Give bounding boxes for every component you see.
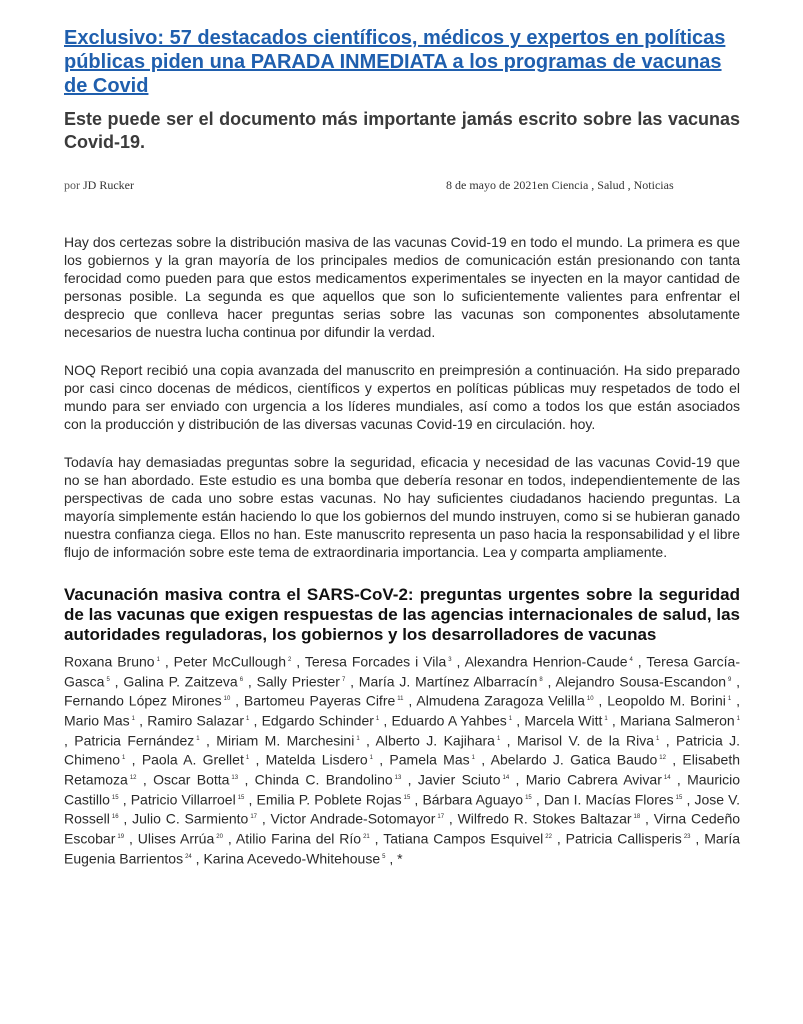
author-affiliation-number: 5 (106, 676, 110, 683)
author-name: Leopoldo M. Borini (607, 692, 726, 709)
author-name: Eduardo A Yahbes (391, 712, 507, 729)
author-affiliation-number: 16 (111, 814, 119, 821)
author-affiliation-number: 15 (111, 794, 119, 801)
paragraph-3: Todavía hay demasiadas preguntas sobre la seguridad, eficacia y necesidad de las vacunas Covid-19 que no se han abordado. Este estudio es una bomba que debería resonar en todos, independientemente de las perspectivas de cada uno sobre estas vacunas. No hay suficientes ciudadanos haciendo preguntas. La mayoría simplemente están haciendo lo que los gobiernos del mundo instruyen, como si se hubieran ganado nuestra confianza ciega. Ellos no han. Este manuscrito representa un paso hacia la responsabilidad y el libre flujo de información sobre este tema de extraordinaria importancia. Lea y comparta ampliamente. (64, 454, 740, 560)
author-affiliation-number: 12 (129, 774, 137, 781)
author-list: Roxana Bruno $^1$ , Peter McCullough $^2$ , Teresa Forcades i Vila $^3$ , Alexandra Henrion-Caude $^4$ , Teresa García-Gasca $^5$ , Galina P. Zaitzeva $^6$ , Sally Priester $^7$ , María J. Martínez Albarracín $^8$ , Alejandro Sousa-Escandon $^9$ , Fernando López Mirones $^{10}$ , Bartomeu Payeras Cifre $^{11}$ , Almudena Zaragoza Velilla $^{10}$ , Leopoldo M. Borini $^1$ , Mario Mas $^1$ , Ramiro Salazar $^1$ , Edgardo Schinder $^1$ , Eduardo A Yahbes $^1$ , Marcela Witt $^1$ , Mariana Salmeron $^1$ , Patricia Fernández $^1$ , Miriam M. Marchesini $^1$ , Alberto J. Kajihara $^1$ , Marisol V. de la Riva $^1$ , Patricia J. Chimeno $^1$ , Paola A. Grellet $^1$ , Matelda Lisdero $^1$ , Pamela Mas $^1$ , Abelardo J. Gatica Baudo $^{12}$ , Elisabeth Retamoza $^{12}$ , Oscar Botta $^{13}$ , Chinda C. Brandolino $^{13}$ , Javier Sciuto $^{14}$ , Mario Cabrera Avivar $^{14}$ , Mauricio Castillo $^{15}$ , Patricio Villarroel $^{15}$ , Emilia P. Poblete Rojas $^{15}$ , Bárbara Aguayo $^{15}$ , Dan I. Macías Flores $^{15}$ , Jose V. Rossell $^{16}$ , Julio C. Sarmiento $^{17}$ , Victor Andrade-Sotomayor $^{17}$ , Wilfredo R. Stokes Baltazar $^{18}$ , Virna Cedeño Escobar $^{19}$ , Ulises Arrúa $^{20}$ , Atilio Farina del Río $^{21}$ , Tatiana Campos Esquivel $^{22}$ , Patricia Callisperis $^{23}$ , María Eugenia Barrientos $^{24}$ , Karina Acevedo-Whitehouse $^5$ , * (64, 653, 741, 867)
byline-in-label: en (537, 178, 549, 192)
author-affiliation-number: 1 (369, 755, 373, 762)
author-name: Galina P. Zaitzeva (123, 673, 238, 690)
author-name: Julio C. Sarmiento (132, 810, 249, 827)
author-affiliation-number: 1 (656, 735, 660, 742)
author-affiliation-number: 10 (586, 696, 594, 703)
author-affiliation-number: 17 (250, 814, 258, 821)
author-name: Paola A. Grellet (141, 751, 244, 768)
author-name: Patricia J. Chimeno (64, 732, 741, 768)
author-list-asterisk: * (397, 850, 403, 867)
author-name: Oscar Botta (153, 771, 230, 788)
author-affiliation-number: 1 (508, 715, 513, 722)
author-affiliation-number: 1 (375, 715, 380, 722)
author-affiliation-number: 15 (237, 794, 245, 801)
author-name: Tatiana Campos Esquivel (383, 830, 544, 847)
author-name: María J. Martínez Albarracín (358, 673, 538, 690)
author-name: Virna Cedeño Escobar (64, 810, 741, 847)
author-name: Miriam M. Marchesini (216, 732, 355, 749)
author-name: Jose V. Rossell (64, 791, 741, 827)
article (64, 26, 740, 867)
author-affiliation-number: 3 (448, 657, 452, 663)
author-name: Wilfredo R. Stokes Baltazar (457, 810, 632, 827)
manuscript-title: Vacunación masiva contra el SARS-CoV-2: preguntas urgentes sobre la seguridad de las vacunas que exigen respuestas de las agencias internacionales de salud, las autoridades reguladoras, los gobiernos y los desarrolladores de vacunas (64, 585, 740, 644)
byline-author-block (64, 178, 446, 193)
author-affiliation-number: 24 (185, 853, 192, 860)
author-name: Javier Sciuto (417, 771, 501, 788)
author-name: Chinda C. Brandolino (254, 771, 393, 788)
author-affiliation-number: 1 (196, 735, 200, 742)
author-affiliation-number: 1 (245, 715, 250, 722)
author-name: Edgardo Schinder (261, 712, 374, 729)
author-affiliation-number: 8 (539, 676, 543, 683)
author-name: Alexandra Henrion-Caude (464, 653, 628, 670)
author-affiliation-number: 4 (629, 657, 633, 663)
author-name: María Eugenia Barrientos (64, 830, 740, 867)
author-affiliation-number: 14 (663, 774, 671, 781)
author-name: Karina Acevedo-Whitehouse (203, 850, 381, 867)
author-affiliation-number: 15 (403, 794, 411, 801)
author-affiliation-number: 1 (736, 715, 741, 722)
author-affiliation-number: 1 (727, 696, 732, 703)
article-subtitle: Este puede ser el documento más importante jamás escrito sobre las vacunas Covid-19. (64, 109, 740, 152)
paragraph-1: Hay dos certezas sobre la distribución masiva de las vacunas Covid-19 en todo el mundo. La primera es que los gobiernos y la gran mayoría de los principales medios de comunicación están presionando con tanta ferocidad como pueden para que estos medicamentos experimentales se inyecten en la mayor cantidad de personas posible. La segunda es que aquellos que son lo suficientemente valientes para enfrentar el desprecio que conlleva hacer preguntas serias sobre las vacunas son componentes absolutamente necesarios de nuestra lucha continua por difundir la verdad. (64, 234, 740, 340)
author-name: Bárbara Aguayo (422, 791, 524, 808)
author-affiliation-number: 18 (633, 814, 641, 821)
author-name: Atilio Farina del Río (235, 830, 362, 847)
author-name: Abelardo J. Gatica Baudo (490, 751, 658, 768)
author-affiliation-number: 13 (231, 774, 239, 781)
author-affiliation-number: 15 (675, 794, 683, 801)
author-affiliation-number: 22 (545, 833, 552, 840)
author-name: Patricia Callisperis (565, 830, 682, 847)
author-affiliation-number: 9 (728, 676, 732, 683)
author-affiliation-number: 1 (356, 735, 360, 742)
byline-prefix: por (64, 178, 80, 192)
author-affiliation-number: 14 (502, 774, 510, 781)
author-name: Ulises Arrúa (137, 830, 215, 847)
author-affiliation-number: 1 (131, 715, 135, 722)
author-name: Patricio Villarroel (130, 791, 236, 808)
author-name: Emilia P. Poblete Rojas (256, 791, 402, 808)
author-affiliation-number: 1 (604, 715, 608, 722)
author-affiliation-number: 1 (156, 657, 160, 663)
category-links[interactable]: Ciencia , Salud , Noticias (551, 178, 674, 192)
author-affiliation-number: 7 (341, 676, 346, 683)
author-affiliation-number: 1 (245, 755, 250, 762)
author-name: Victor Andrade-Sotomayor (270, 810, 436, 827)
author-affiliation-number: 5 (382, 853, 386, 860)
author-affiliation-number: 20 (216, 833, 223, 840)
author-name: Bartomeu Payeras Cifre (243, 692, 396, 709)
author-affiliation-number: 12 (659, 755, 666, 762)
author-affiliation-number: 10 (223, 696, 231, 703)
author-name: Peter McCullough (173, 653, 286, 670)
author-name: Elisabeth Retamoza (64, 751, 741, 788)
author-name: Mario Mas (64, 712, 130, 729)
byline-meta (446, 178, 740, 193)
author-name: Patricia Fernández (74, 732, 195, 749)
author-affiliation-number: 1 (496, 735, 501, 742)
author-name: Almudena Zaragoza Velilla (416, 692, 585, 709)
article-title-link[interactable]: Exclusivo: 57 destacados científicos, médicos y expertos en políticas públicas piden una PARADA INMEDIATA a los programas de vacunas de Covid (64, 27, 726, 97)
author-name: Sally Priester (256, 673, 340, 690)
author-name: Mariana Salmeron (620, 712, 735, 729)
author-affiliation-number: 1 (122, 755, 126, 762)
author-affiliation-number: 15 (525, 794, 532, 801)
author-link[interactable]: JD Rucker (83, 178, 134, 192)
author-affiliation-number: 2 (288, 657, 292, 663)
author-affiliation-number: 17 (437, 814, 445, 821)
author-affiliation-number: 6 (239, 676, 244, 683)
byline (64, 178, 740, 193)
author-name: Fernando López Mirones (64, 692, 222, 709)
author-affiliation-number: 19 (117, 833, 125, 840)
author-name: Marisol V. de la Riva (516, 732, 655, 749)
author-name: Pamela Mas (389, 751, 470, 768)
author-name: Marcela Witt (524, 712, 603, 729)
paragraph-2: NOQ Report recibió una copia avanzada del manuscrito en preimpresión a continuación. Ha sido preparado por casi cinco docenas de médicos, científicos y expertos en políticas públicas muy respetados de todo el mundo para ser enviado con urgencia a los líderes mundiales, así como a todos los que están asociados con la producción y distribución de las diversas vacunas Covid-19 en circulación. hoy. (64, 362, 740, 432)
author-name: Alberto J. Kajihara (375, 732, 495, 749)
author-affiliation-number: 1 (471, 755, 475, 762)
author-affiliation-number: 13 (394, 774, 402, 781)
author-name: Ramiro Salazar (147, 712, 244, 729)
author-name: Mario Cabrera Avivar (525, 771, 662, 788)
author-name: Alejandro Sousa-Escandon (555, 673, 727, 690)
author-name: Dan I. Macías Flores (543, 791, 674, 808)
author-name: Matelda Lisdero (265, 751, 368, 768)
author-affiliation-number: 23 (683, 833, 691, 840)
author-name: Roxana Bruno (64, 653, 155, 670)
publish-date: 8 de mayo de 2021 (446, 178, 538, 192)
author-affiliation-number: 21 (363, 833, 370, 840)
author-affiliation-number: 11 (397, 696, 404, 703)
author-name: Mauricio Castillo (64, 771, 741, 808)
author-name: Teresa García-Gasca (64, 653, 741, 690)
author-name: Teresa Forcades i Vila (304, 653, 447, 670)
